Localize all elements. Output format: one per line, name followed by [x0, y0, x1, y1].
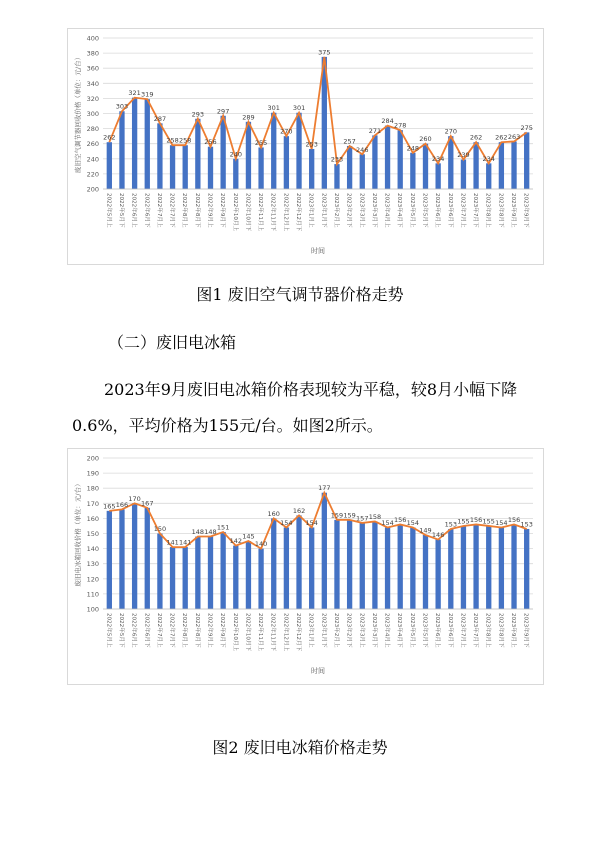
- chart2-data-label: 166: [115, 500, 129, 509]
- chart1-x-tick-label: 2023年1月上: [307, 193, 314, 228]
- chart2-x-tick-label: 2023年6月上: [434, 613, 441, 648]
- chart1-x-tick-label: 2023年4月上: [383, 193, 390, 228]
- chart1-x-tick-label: 2023年6月上: [434, 193, 441, 228]
- chart1-x-tick-label: 2023年4月下: [396, 193, 403, 228]
- chart2-data-label: 170: [128, 494, 141, 503]
- chart2-x-tick-label: 2022年11月下: [269, 613, 276, 652]
- chart2-x-tick-label: 2023年7月下: [472, 613, 479, 648]
- chart2-x-tick-label: 2022年9月下: [219, 613, 226, 648]
- chart1-data-label: 284: [381, 117, 394, 126]
- chart1-x-tick-label: 2023年2月下: [345, 193, 352, 228]
- chart1-data-label: 258: [178, 136, 192, 145]
- chart2-data-label: 146: [431, 531, 445, 540]
- chart2-x-tick-label: 2023年7月上: [459, 613, 466, 648]
- chart1-data-label: 239: [457, 151, 470, 160]
- chart2-bar: [499, 527, 504, 609]
- chart1-x-tick-label: 2023年2月上: [332, 193, 339, 228]
- chart1-bar: [334, 164, 339, 189]
- chart2-data-label: 148: [204, 528, 217, 537]
- chart2-data-label: 142: [229, 537, 243, 546]
- chart2-x-tick-label: 2023年9月上: [510, 613, 517, 648]
- chart2-bar: [271, 518, 276, 609]
- chart1-frame: [67, 28, 544, 265]
- chart2-bar: [398, 524, 403, 609]
- chart1-y-tick-label: 300: [86, 110, 99, 118]
- chart1-data-label: 270: [444, 127, 458, 136]
- chart2-x-tick-label: 2023年4月下: [396, 613, 403, 648]
- chart2-x-tick-label: 2023年3月上: [358, 613, 365, 648]
- chart1-bar: [183, 145, 188, 189]
- chart2-data-label: 145: [242, 532, 255, 541]
- chart2-bar: [233, 546, 238, 609]
- chart1-data-label: 271: [368, 126, 382, 135]
- chart1-data-label: 289: [242, 113, 255, 122]
- chart1-bar: [220, 116, 225, 189]
- chart1-data-label: 293: [191, 110, 205, 119]
- chart1-x-tick-label: 2023年7月下: [472, 193, 479, 228]
- chart1-data-label: 262: [103, 133, 116, 142]
- chart1-bar: [372, 135, 377, 189]
- chart2-data-label: 150: [153, 525, 167, 533]
- chart2-bar: [183, 547, 188, 609]
- chart2-bar: [145, 508, 150, 609]
- chart2-x-tick-label: 2022年7月上: [155, 613, 162, 648]
- chart2-x-tick-label: 2022年8月上: [181, 613, 188, 648]
- chart1-data-label: 240: [229, 150, 243, 159]
- chart2-data-label: 154: [280, 518, 293, 527]
- chart1-bar: [157, 123, 162, 189]
- chart1-data-label: 253: [305, 140, 318, 149]
- chart1-x-axis-label: 时间: [311, 247, 325, 255]
- chart2-bar: [208, 537, 213, 609]
- chart2-y-tick-label: 150: [86, 530, 99, 538]
- chart2-data-label: 154: [381, 518, 394, 527]
- chart1-y-tick-label: 320: [86, 94, 99, 103]
- chart2-bar: [385, 527, 390, 609]
- chart2-frame: [67, 448, 544, 685]
- chart1-data-label: 257: [343, 137, 356, 146]
- chart1-x-tick-label: 2023年1月下: [320, 193, 327, 228]
- chart2-y-tick-label: 170: [86, 499, 99, 508]
- chart1-data-label: 375: [318, 48, 331, 57]
- chart2-y-tick-label: 120: [86, 575, 99, 584]
- chart2-bar: [511, 524, 516, 609]
- chart1-y-axis-label: 废旧空气调节器回收价格（单位：元/台）: [74, 53, 82, 174]
- chart2-data-label: 149: [419, 526, 432, 535]
- chart2-x-tick-label: 2023年8月下: [497, 613, 504, 648]
- chart2-bar: [220, 532, 225, 609]
- chart2-data-label: 154: [406, 518, 420, 527]
- chart2-x-tick-label: 2022年9月上: [206, 613, 213, 648]
- figure1-caption: 图1 废旧空气调节器价格走势: [196, 285, 404, 304]
- chart2-bar: [195, 537, 200, 609]
- chart1-x-tick-label: 2022年10月上: [231, 193, 238, 232]
- chart1-bar: [145, 99, 150, 189]
- chart1-bar: [271, 113, 276, 189]
- chart1-bar: [435, 163, 440, 189]
- chart1-x-tick-label: 2022年12月下: [295, 193, 302, 232]
- chart1-data-label: 297: [216, 107, 230, 116]
- chart1-bar: [233, 159, 238, 189]
- chart2-data-label: 156: [469, 515, 483, 524]
- chart2-x-tick-label: 2022年10月下: [244, 613, 251, 652]
- chart2-x-tick-label: 2022年12月上: [282, 613, 289, 652]
- chart1-bar: [107, 142, 112, 189]
- chart2-data-label: 157: [356, 514, 369, 523]
- chart1-bar: [258, 147, 263, 189]
- chart1-data-label: 233: [330, 155, 344, 164]
- chart1-data-label: 255: [254, 138, 268, 147]
- chart1-bar: [246, 122, 251, 189]
- chart1-y-tick-label: 380: [86, 49, 99, 58]
- chart1-x-tick-label: 2023年3月上: [358, 193, 365, 228]
- chart2-bar: [296, 515, 301, 609]
- chart1-x-tick-label: 2022年6月下: [143, 193, 150, 228]
- chart2-data-label: 151: [216, 523, 230, 532]
- chart2-bar: [157, 534, 162, 610]
- chart1-data-label: 258: [166, 136, 179, 145]
- chart2-bar: [309, 527, 314, 609]
- chart1-y-tick-label: 260: [86, 140, 99, 149]
- chart2-y-tick-label: 100: [86, 605, 99, 614]
- chart1-svg: [68, 29, 543, 264]
- chart2-x-tick-label: 2023年2月下: [345, 613, 352, 648]
- chart1-bar: [347, 146, 352, 189]
- chart1-data-label: 303: [115, 102, 129, 111]
- chart1-x-tick-label: 2022年11月下: [269, 193, 276, 232]
- chart2-x-tick-label: 2023年1月下: [320, 613, 327, 648]
- chart2-y-tick-label: 190: [86, 469, 99, 478]
- chart1-bar: [284, 136, 289, 189]
- chart2-data-label: 158: [368, 512, 382, 521]
- chart2-bar: [435, 540, 440, 609]
- chart1-bar: [360, 154, 365, 189]
- chart1-data-label: 234: [482, 154, 495, 163]
- chart2-data-label: 156: [507, 515, 521, 524]
- chart1-x-tick-label: 2023年5月上: [408, 193, 415, 228]
- chart2-x-tick-label: 2023年2月上: [332, 613, 339, 648]
- body-paragraph: [72, 372, 542, 444]
- chart2-y-tick-label: 200: [86, 454, 99, 463]
- chart2-x-tick-label: 2022年7月下: [168, 613, 175, 648]
- chart2-bar: [473, 524, 478, 609]
- chart1-x-tick-label: 2022年12月上: [282, 193, 289, 232]
- chart1-data-label: 321: [128, 89, 141, 98]
- chart1-data-label: 248: [406, 144, 420, 153]
- chart2-data-label: 177: [318, 484, 331, 493]
- section-heading: （二）废旧电冰箱: [108, 333, 237, 352]
- chart2-y-tick-label: 130: [86, 560, 99, 569]
- chart1-data-label: 287: [153, 114, 167, 123]
- chart1-bar: [208, 147, 213, 189]
- figure2-caption: 图2 废旧电冰箱价格走势: [212, 738, 388, 757]
- chart2-x-tick-label: 2023年3月下: [370, 613, 377, 648]
- chart1-y-tick-label: 240: [86, 155, 99, 164]
- chart2-x-tick-label: 2023年1月上: [307, 613, 314, 648]
- chart2-x-tick-label: 2023年5月上: [408, 613, 415, 648]
- chart1-bar: [473, 142, 478, 189]
- chart2-data-label: 155: [482, 517, 495, 526]
- chart2-bar: [107, 511, 112, 609]
- chart1-bar: [423, 144, 428, 189]
- chart2-y-tick-label: 180: [86, 484, 99, 493]
- chart2-x-axis-label: 时间: [311, 667, 325, 675]
- chart2-bar: [524, 529, 529, 609]
- chart2-bar: [360, 523, 365, 609]
- chart1-x-tick-label: 2023年8月上: [484, 193, 491, 228]
- chart2-svg: [68, 449, 543, 684]
- chart1-bar: [296, 113, 301, 189]
- chart2-bar: [334, 520, 339, 609]
- chart2-data-label: 155: [457, 517, 470, 526]
- chart1-data-label: 260: [419, 135, 432, 144]
- chart2-bar: [486, 526, 491, 609]
- chart1-bar: [410, 153, 415, 189]
- chart2-data-label: 156: [393, 515, 407, 524]
- chart2-x-tick-label: 2023年8月上: [484, 613, 491, 648]
- chart1-bar: [195, 119, 200, 189]
- chart2-data-label: 141: [178, 538, 192, 547]
- chart2-data-label: 165: [103, 502, 116, 511]
- chart2-data-label: 140: [254, 540, 268, 549]
- chart1-bar: [448, 136, 453, 189]
- chart2-x-tick-label: 2023年4月上: [383, 613, 390, 648]
- chart2-data-label: 154: [305, 518, 318, 527]
- chart2-bar: [322, 493, 327, 609]
- chart1-y-tick-label: 280: [86, 125, 99, 134]
- chart1-x-tick-label: 2022年8月下: [193, 193, 200, 228]
- chart1-y-tick-label: 340: [86, 79, 99, 88]
- chart2-bar: [461, 526, 466, 609]
- chart2-bar: [119, 509, 124, 609]
- chart2-x-tick-label: 2022年5月上: [105, 613, 112, 648]
- chart2-x-tick-label: 2022年12月下: [295, 613, 302, 652]
- chart1-x-tick-label: 2023年3月下: [370, 193, 377, 228]
- chart1-x-tick-label: 2022年9月下: [219, 193, 226, 228]
- chart1-data-label: 256: [204, 138, 217, 147]
- chart1-y-tick-label: 360: [86, 64, 99, 73]
- chart1-data-label: 301: [267, 104, 280, 113]
- chart2-x-tick-label: 2023年6月下: [446, 613, 453, 648]
- chart2-bar: [423, 535, 428, 609]
- chart2-bar: [132, 503, 137, 609]
- chart2-x-tick-label: 2022年11月上: [257, 613, 264, 652]
- chart1-y-tick-label: 400: [86, 34, 99, 43]
- chart2-bar: [246, 541, 251, 609]
- chart1-x-tick-label: 2023年7月上: [459, 193, 466, 228]
- chart1-y-tick-label: 220: [86, 170, 99, 179]
- chart2-x-tick-label: 2022年6月下: [143, 613, 150, 648]
- chart2-data-label: 141: [166, 538, 179, 547]
- chart1-bar: [511, 141, 516, 189]
- chart2-x-tick-label: 2023年9月下: [522, 613, 529, 648]
- chart1-x-tick-label: 2022年8月上: [181, 193, 188, 228]
- chart1-x-tick-label: 2023年9月下: [522, 193, 529, 228]
- chart1-data-label: 275: [520, 123, 533, 132]
- chart2-data-label: 159: [330, 511, 344, 520]
- chart2-x-tick-label: 2022年6月上: [130, 613, 137, 648]
- chart1-y-tick-label: 200: [86, 185, 99, 194]
- chart2-data-label: 153: [520, 520, 533, 529]
- chart1-x-tick-label: 2023年5月下: [421, 193, 428, 228]
- chart2-data-label: 162: [292, 506, 306, 515]
- chart2-bar: [448, 529, 453, 609]
- chart1-x-tick-label: 2023年9月上: [510, 193, 517, 228]
- chart1-bar: [170, 145, 175, 189]
- chart1-bar: [385, 126, 390, 189]
- chart1-data-label: 301: [292, 104, 306, 113]
- chart2-data-label: 167: [141, 499, 154, 508]
- chart2-data-label: 160: [267, 509, 280, 518]
- chart1-bar: [486, 163, 491, 189]
- chart1-x-tick-label: 2022年5月下: [117, 193, 124, 228]
- chart2-x-tick-label: 2022年10月上: [231, 613, 238, 652]
- chart1-x-tick-label: 2022年10月下: [244, 193, 251, 232]
- paragraph-line-2: 0.6%，平均价格为155元/台。如图2所示。: [72, 416, 383, 435]
- chart2-y-tick-label: 160: [86, 514, 99, 523]
- chart1-bar: [119, 111, 124, 189]
- chart2-data-label: 159: [343, 511, 356, 520]
- chart2-y-tick-label: 110: [86, 590, 99, 599]
- chart1-x-tick-label: 2022年7月上: [155, 193, 162, 228]
- chart2-y-tick-label: 140: [86, 545, 99, 554]
- chart1-x-tick-label: 2023年8月下: [497, 193, 504, 228]
- chart2-bar: [372, 521, 377, 609]
- chart1-data-label: 262: [495, 133, 508, 142]
- chart1-data-label: 246: [356, 145, 369, 154]
- chart2-x-tick-label: 2023年5月下: [421, 613, 428, 648]
- chart2-bar: [284, 527, 289, 609]
- chart1-x-tick-label: 2022年6月上: [130, 193, 137, 228]
- chart2-x-tick-label: 2022年5月下: [117, 613, 124, 648]
- chart1-data-label: 263: [507, 132, 521, 141]
- chart1-x-tick-label: 2022年9月上: [206, 193, 213, 228]
- chart1-data-label: 270: [280, 127, 293, 136]
- chart2-data-label: 148: [191, 528, 205, 537]
- chart2-bar: [258, 549, 263, 609]
- chart2-bar: [410, 527, 415, 609]
- chart1-data-label: 278: [393, 121, 407, 130]
- chart2-bar: [170, 547, 175, 609]
- chart1-data-label: 262: [469, 133, 483, 142]
- chart1-bar: [398, 130, 403, 189]
- chart1-x-tick-label: 2022年11月上: [257, 193, 264, 232]
- chart1-bar: [461, 160, 466, 189]
- chart1-data-label: 234: [431, 154, 445, 163]
- chart2-x-tick-label: 2022年8月下: [193, 613, 200, 648]
- chart1-data-label: 319: [141, 90, 154, 99]
- chart1-x-tick-label: 2022年5月上: [105, 193, 112, 228]
- chart1-bar: [524, 132, 529, 189]
- chart2-bar: [347, 520, 352, 609]
- chart1-bar: [309, 149, 314, 189]
- chart2-y-axis-label: 废旧电冰箱回收价格（单位：元/台）: [74, 480, 82, 587]
- chart1-bar: [132, 98, 137, 189]
- chart2-data-label: 153: [444, 520, 458, 529]
- chart1-bar: [499, 142, 504, 189]
- chart1-x-tick-label: 2022年7月下: [168, 193, 175, 228]
- chart1-x-tick-label: 2023年6月下: [446, 193, 453, 228]
- paragraph-line-1: 2023年9月废旧电冰箱价格表现较为平稳，较8月小幅下降: [104, 380, 518, 399]
- chart2-data-label: 154: [495, 518, 508, 527]
